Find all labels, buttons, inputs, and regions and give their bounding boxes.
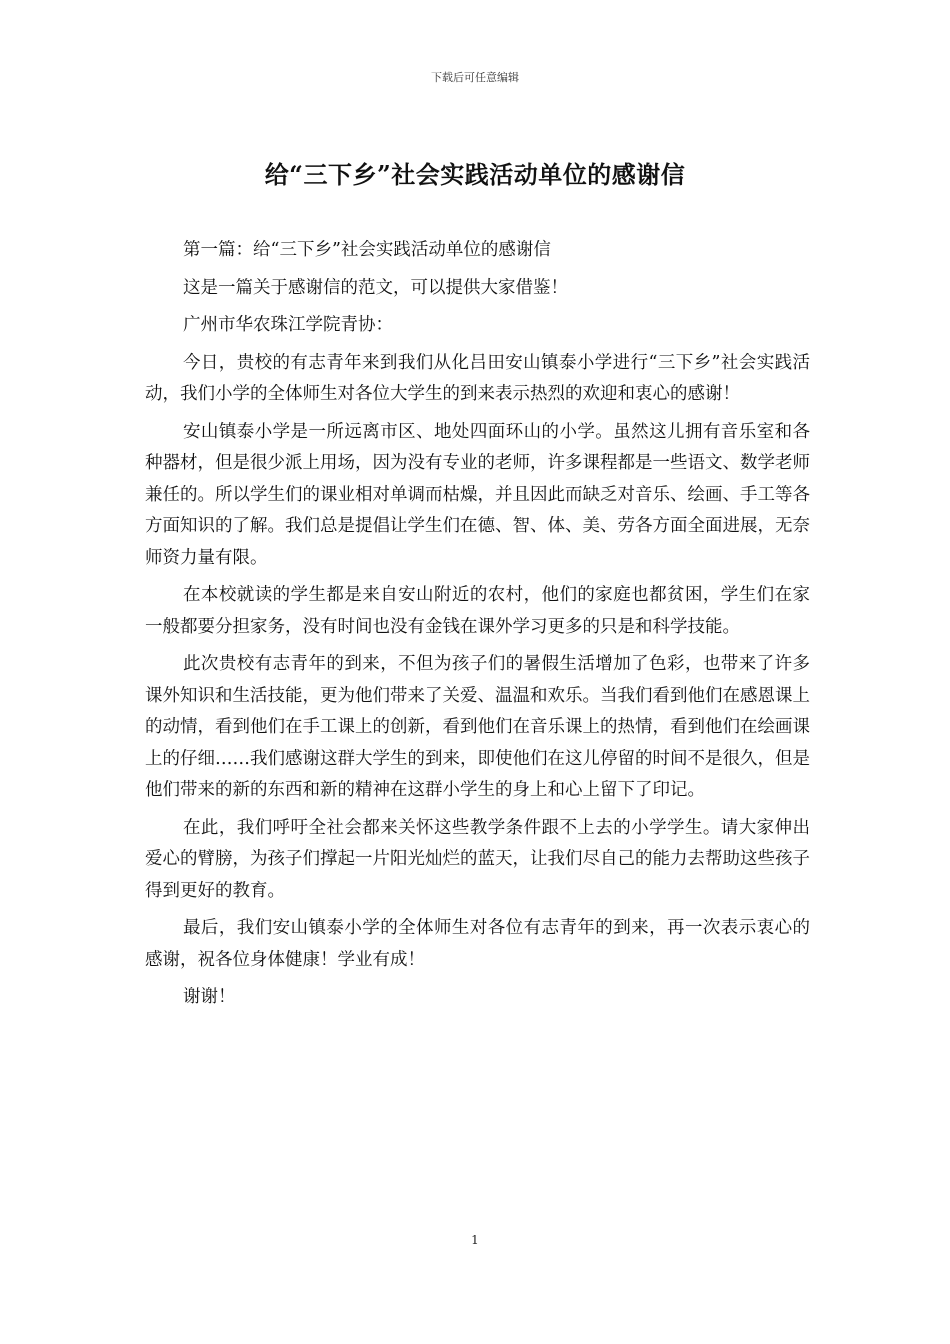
body-paragraph: 在此，我们呼吁全社会都来关怀这些教学条件跟不上去的小学学生。请大家伸出爱心的臂膀，为孩子们撑起一片阳光灿烂的蓝天，让我们尽自己的能力去帮助这些孩子得到更好的教育。 (145, 817, 810, 901)
body-paragraph: 在本校就读的学生都是来自安山附近的农村，他们的家庭也都贫困，学生们在家一般都要分担家务，没有时间也没有金钱在课外学习更多的只是和科学技能。 (145, 585, 810, 637)
header-note: 下载后可任意编辑 (431, 71, 519, 84)
subtitle-line: 第一篇：给“三下乡”社会实践活动单位的感谢信 (183, 240, 551, 260)
closing-line: 谢谢！ (183, 987, 236, 1007)
salutation-line: 广州市华农珠江学院青协： (183, 315, 393, 335)
body-paragraph: 安山镇泰小学是一所远离市区、地处四面环山的小学。虽然这儿拥有音乐室和各种器材，但是很少派上用场，因为没有专业的老师，许多课程都是一些语文、数学老师兼任的。所以学生们的课业相对单调而枯燥，并且因此而缺乏对音乐、绘画、手工等各方面知识的了解。我们总是提倡让学生们在德、智、体、美、劳各方面全面进展，无奈师资力量有限。 (145, 421, 810, 568)
intro-line: 这是一篇关于感谢信的范文，可以提供大家借鉴！ (183, 277, 568, 298)
body-paragraph: 此次贵校有志青年的到来，不但为孩子们的暑假生活增加了色彩，也带来了许多课外知识和生活技能，更为他们带来了关爱、温温和欢乐。当我们看到他们在感恩课上的动情，看到他们在手工课上的创新，看到他们在音乐课上的热情，看到他们在绘画课上的仔细……我们感谢这群大学生的到来，即使他们在这儿停留的时间不是很久，但是他们带来的新的东西和新的精神在这群小学生的身上和心上留下了印记。 (145, 654, 810, 800)
body-paragraph: 最后，我们安山镇泰小学的全体师生对各位有志青年的到来，再一次表示衷心的感谢，祝各位身体健康！学业有成！ (145, 918, 810, 970)
page-number: 1 (471, 1233, 479, 1247)
body-paragraph: 今日，贵校的有志青年来到我们从化吕田安山镇泰小学进行“三下乡”社会实践活动，我们小学的全体师生对各位大学生的到来表示热烈的欢迎和衷心的感谢！ (145, 352, 810, 404)
document-body (145, 235, 810, 1020)
document-title: 给“三下乡”社会实践活动单位的感谢信 (264, 160, 686, 189)
